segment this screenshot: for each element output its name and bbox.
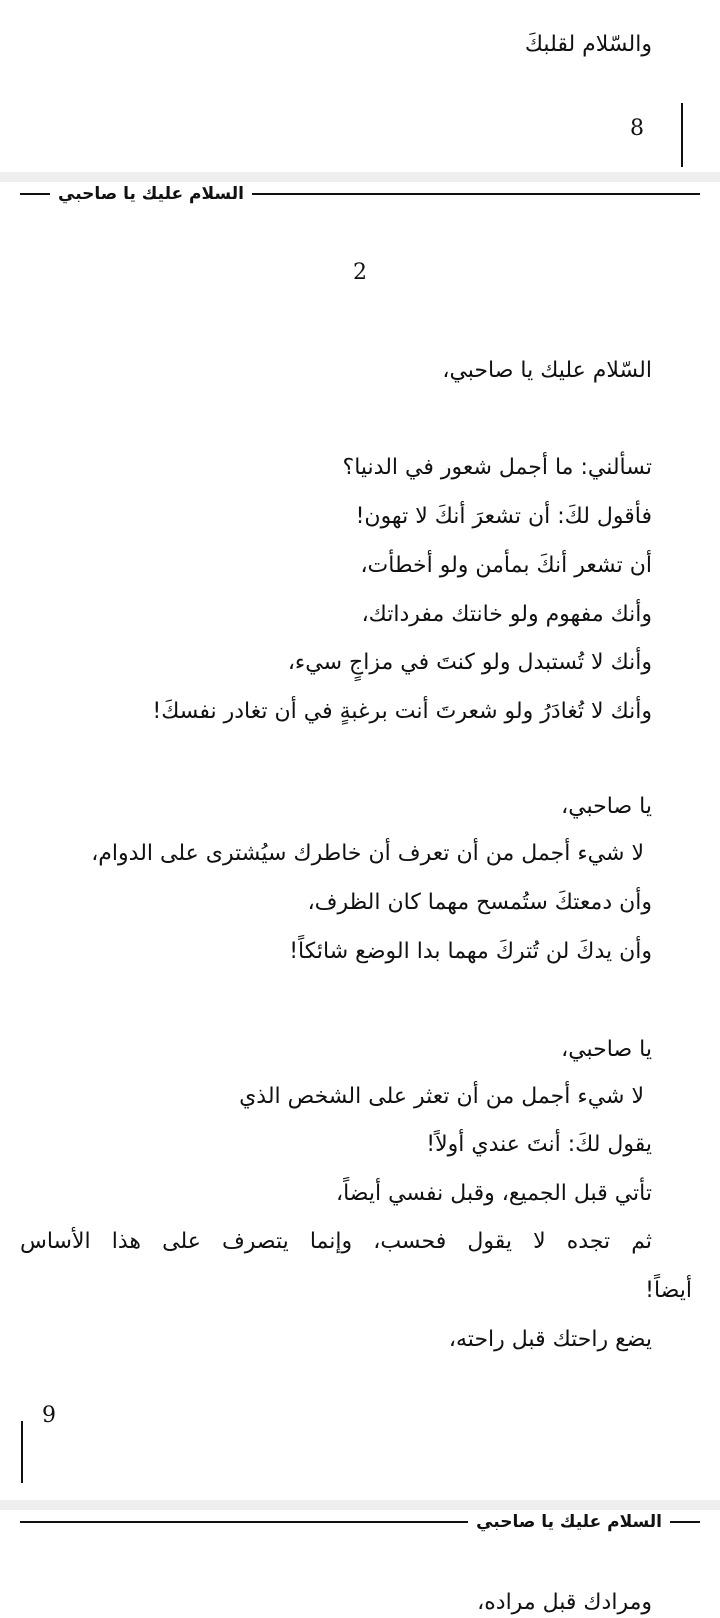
body-line: تسألني: ما أجمل شعور في الدنيا؟ bbox=[342, 455, 652, 480]
body-line: ثم تجده لا يقول فحسب، وإنما يتصرف على هذا الأساس bbox=[20, 1229, 652, 1254]
body-line: يا صاحبي، bbox=[561, 794, 652, 819]
page-bottom bbox=[0, 1510, 720, 1615]
body-line: يقول لكَ: أنتَ عندي أولاً! bbox=[426, 1132, 652, 1157]
body-line: أن تشعر أنكَ بمأمن ولو أخطأت، bbox=[360, 553, 652, 578]
page-middle bbox=[0, 182, 720, 1468]
body-line: وأنك لا تُغادَرُ ولو شعرتَ أنت برغبةٍ في أن تغادر نفسكَ! bbox=[152, 699, 652, 724]
running-header-title: السلام عليك يا صاحبي bbox=[476, 1512, 662, 1532]
page-gap bbox=[0, 1500, 720, 1510]
body-line: وأن دمعتكَ ستُمسح مهما كان الظرف، bbox=[307, 890, 652, 915]
page-top bbox=[0, 0, 720, 172]
body-line: أيضاً! bbox=[645, 1278, 692, 1303]
body-line: يضع راحتك قبل راحته، bbox=[448, 1327, 652, 1352]
running-header bbox=[20, 1510, 700, 1534]
partial-line: ومرادك قبل مراده، bbox=[477, 1590, 652, 1615]
page-number: 8 bbox=[630, 116, 644, 141]
body-line: لا شيء أجمل من أن تعثر على الشخص الذي bbox=[239, 1084, 644, 1109]
running-header-title: السلام عليك يا صاحبي bbox=[58, 184, 244, 204]
running-header bbox=[20, 182, 700, 206]
page-gap bbox=[0, 172, 720, 182]
body-line: وأنك مفهوم ولو خانتك مفرداتك، bbox=[361, 602, 652, 627]
body-line: تأتي قبل الجميع، وقبل نفسي أيضاً، bbox=[335, 1181, 652, 1206]
header-rule-stub bbox=[20, 193, 50, 195]
body-line: يا صاحبي، bbox=[561, 1037, 652, 1062]
body-line: وأن يدكَ لن تُتركَ مهما بدا الوضع شائكاً! bbox=[289, 939, 652, 964]
header-rule bbox=[252, 193, 700, 195]
chapter-number: 2 bbox=[353, 260, 367, 285]
header-rule-stub bbox=[670, 1521, 700, 1523]
page-number-bar bbox=[21, 1421, 23, 1483]
header-rule bbox=[20, 1521, 468, 1523]
page-number: 9 bbox=[42, 1403, 56, 1428]
body-line: وأنك لا تُستبدل ولو كنتَ في مزاجٍ سيء، bbox=[287, 650, 652, 675]
closing-line: والسّلام لقلبكَ bbox=[524, 32, 652, 57]
body-line: السّلام عليك يا صاحبي، bbox=[442, 358, 652, 383]
body-line: لا شيء أجمل من أن تعرف أن خاطرك سيُشترى على الدوام، bbox=[91, 841, 644, 866]
body-line: فأقول لكَ: أن تشعرَ أنكَ لا تهون! bbox=[355, 504, 652, 529]
page-number-bar bbox=[681, 103, 683, 167]
